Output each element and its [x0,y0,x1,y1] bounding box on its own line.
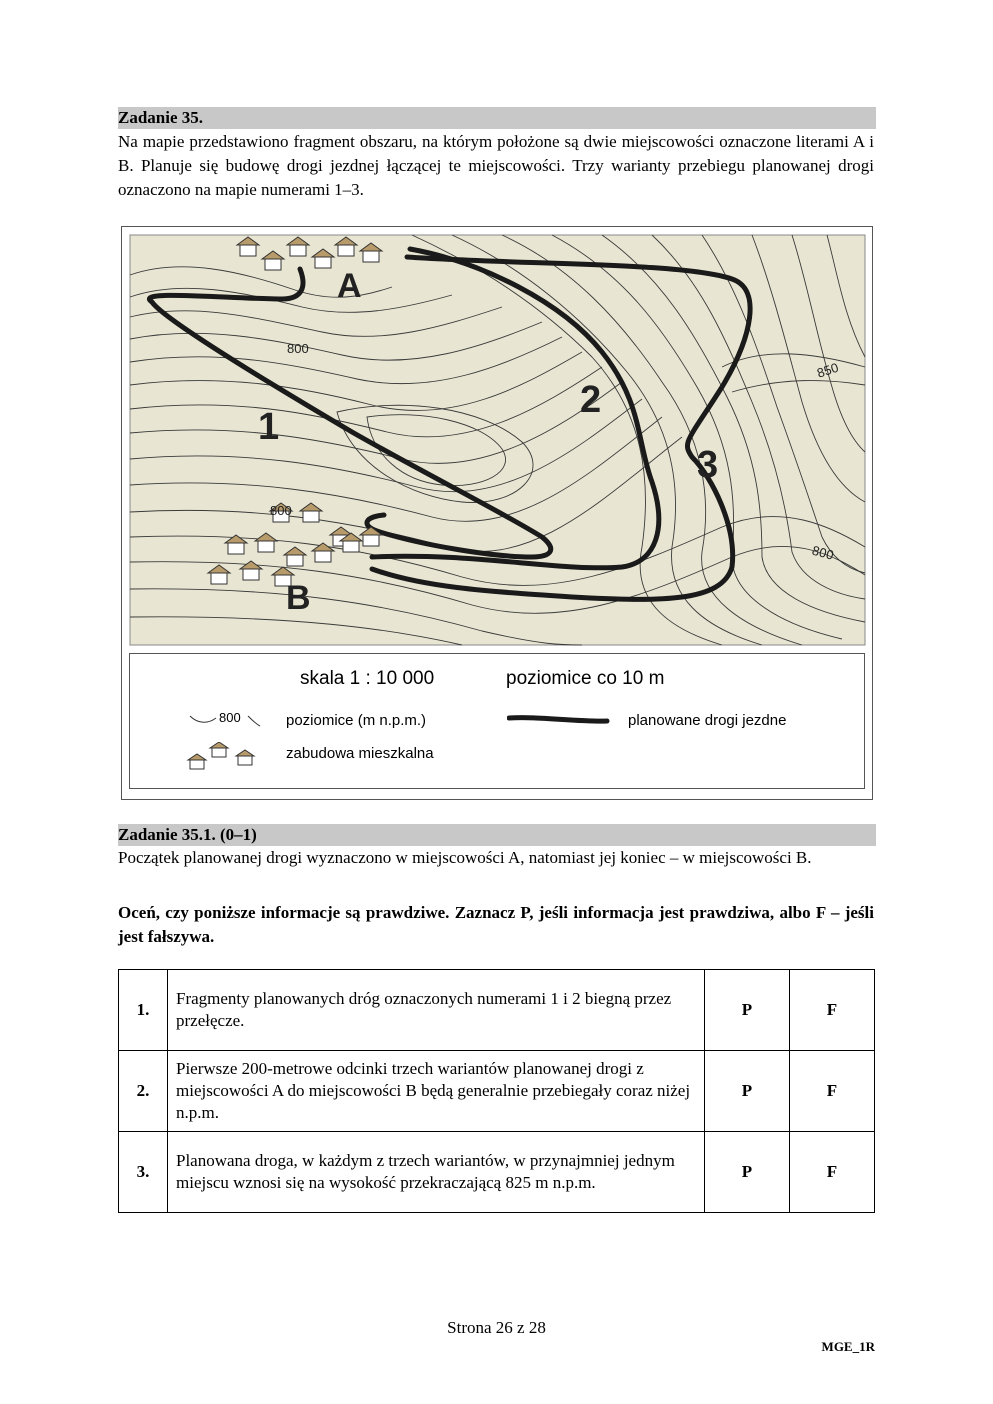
legend-housing-desc: zabudowa mieszkalna [286,745,434,762]
statement-text: Pierwsze 200-metrowe odcinki trzech wariantów planowanej drogi z miejscowości A do miejscowości B będą generalnie przebiegały coraz niżej n.p.m. [168,1051,705,1132]
legend-road-desc: planowane drogi jezdne [628,712,787,729]
legend-scale: skala 1 : 10 000 [300,668,435,689]
contour-label-850: 850 [815,359,841,381]
legend-contour-sample: 800 [219,710,241,725]
legend-interval: poziomice co 10 m [506,668,665,689]
statement-text: Fragmenty planowanych dróg oznaczonych numerami 1 i 2 biegną przez przełęcze. [168,970,705,1051]
legend-road-icon [507,712,611,728]
route-1-label: 1 [258,406,280,448]
route-2-label: 2 [580,379,602,421]
task-title: Zadanie 35. [118,107,876,129]
statement-number: 3. [119,1132,168,1213]
task-intro: Na mapie przedstawiono fragment obszaru, na którym położone są dwie miejscowości oznaczone literami A i B. Planuje się budowę drogi jezdnej łączącej te miejscowości. Trzy warianty przebiegu planowanej drogi oznaczono na mapie numerami 1–3. [118,132,874,199]
option-false[interactable]: F [790,1132,875,1213]
map-legend [129,653,865,789]
statements-table [118,969,875,1213]
statement-number: 2. [119,1051,168,1132]
table-row [119,1051,875,1132]
place-b-label: B [286,579,311,617]
route-3-label: 3 [697,444,719,486]
table-row [119,970,875,1051]
statement-text: Planowana droga, w każdym z trzech wariantów, w przynajmniej jednym miejscu wznosi się na wysokość przekraczającą 825 m n.p.m. [168,1132,705,1213]
statement-number: 1. [119,970,168,1051]
table-row [119,1132,875,1213]
contour-label-800-bottom: 800 [270,503,292,518]
place-a-label: A [337,267,362,305]
option-true[interactable]: P [705,1132,790,1213]
contour-label-800-top: 800 [287,341,309,356]
subtask-instruction: Oceń, czy poniższe informacje są prawdziwe. Zaznacz P, jeśli informacja jest prawdziwa, albo F – jeśli jest fałszywa. [118,903,874,946]
legend-housing-icon [186,742,266,776]
option-false[interactable]: F [790,970,875,1051]
option-true[interactable]: P [705,1051,790,1132]
exam-code: MGE_1R [821,1339,875,1354]
option-true[interactable]: P [705,970,790,1051]
subtask-intro: Początek planowanej drogi wyznaczono w miejscowości A, natomiast jej koniec – w miejscowości B. [118,848,812,867]
contour-label-800-right: 800 [810,542,836,563]
legend-contour-desc: poziomice (m n.p.m.) [286,712,427,729]
page-number: Strona 26 z 28 [447,1318,546,1337]
subtask-title: Zadanie 35.1. (0–1) [118,824,876,846]
option-false[interactable]: F [790,1051,875,1132]
